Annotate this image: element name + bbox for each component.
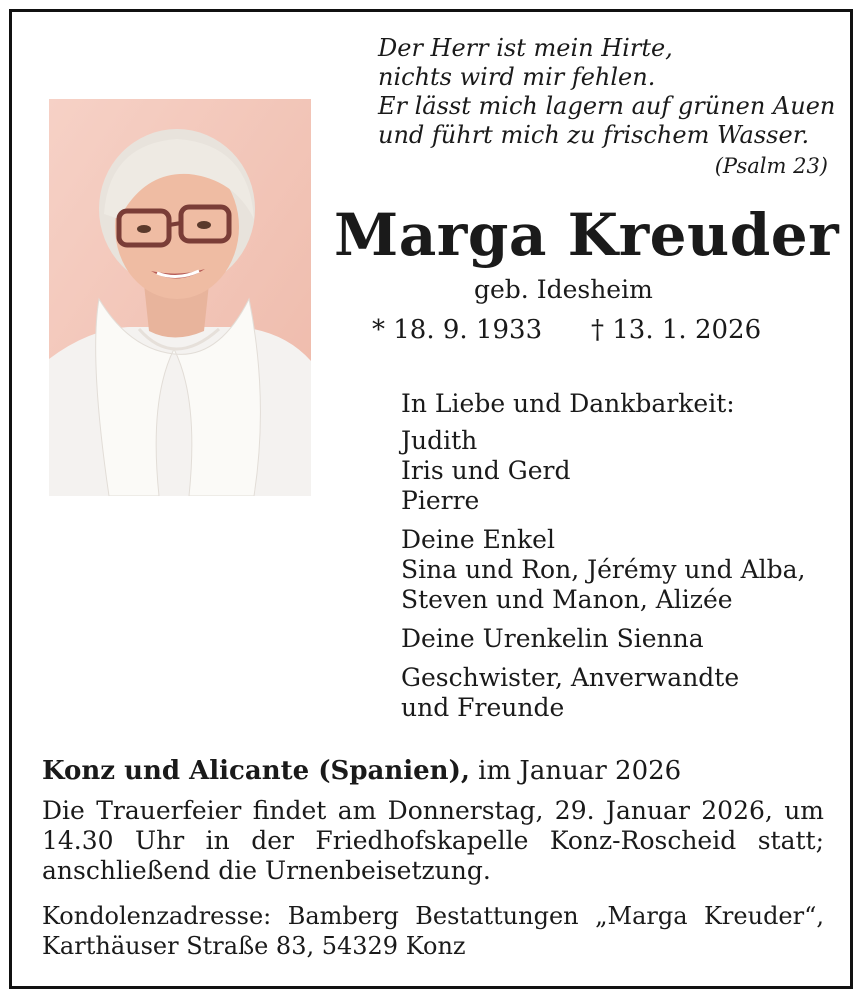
place-names: Konz und Alicante (Spanien), bbox=[42, 756, 470, 786]
mourner-group bbox=[401, 525, 806, 615]
mourner-line: Judith bbox=[401, 426, 478, 455]
mourner-line: Sina und Ron, Jérémy und Alba, bbox=[401, 555, 806, 584]
mourner-group bbox=[401, 426, 806, 516]
birth-date: * 18. 9. 1933 bbox=[372, 315, 543, 345]
psalm-line: und führt mich zu frischem Wasser. bbox=[378, 121, 810, 149]
place-and-date bbox=[42, 756, 681, 786]
psalm-quote bbox=[378, 34, 836, 181]
psalm-reference: (Psalm 23) bbox=[714, 154, 828, 178]
mourner-line: Iris und Gerd bbox=[401, 456, 571, 485]
mourner-line: Deine Enkel bbox=[401, 525, 555, 554]
mourner-line: Geschwister, Anverwandte bbox=[401, 663, 740, 692]
psalm-line: Er lässt mich lagern auf grünen Auen bbox=[378, 92, 836, 120]
mourner-group bbox=[401, 663, 806, 723]
psalm-line: nichts wird mir fehlen. bbox=[378, 63, 656, 91]
mourner-line: Deine Urenkelin Sienna bbox=[401, 624, 704, 653]
mourners-intro: In Liebe und Dankbarkeit: bbox=[401, 389, 735, 418]
mourner-group bbox=[401, 624, 806, 654]
condolence-address: Kondolenzadresse: Bamberg Bestattungen „Marga Kreuder“, Karthäuser Straße 83, 54329 Konz bbox=[42, 902, 824, 960]
portrait-photo bbox=[49, 99, 311, 496]
mourners-list bbox=[401, 389, 806, 732]
ceremony-info: Die Trauerfeier findet am Donnerstag, 29. Januar 2026, um 14.30 Uhr in der Friedhofskapelle Konz-Roscheid statt; anschließend die Urnenbeisetzung. bbox=[42, 796, 824, 885]
deceased-name: Marga Kreuder bbox=[334, 201, 840, 269]
maiden-name: geb. Idesheim bbox=[474, 275, 653, 304]
mourner-line: und Freunde bbox=[401, 693, 565, 722]
psalm-line: Der Herr ist mein Hirte, bbox=[378, 34, 673, 62]
notice-date: im Januar 2026 bbox=[469, 756, 682, 786]
death-date: † 13. 1. 2026 bbox=[591, 315, 762, 345]
mourner-line: Pierre bbox=[401, 486, 480, 515]
mourner-line: Steven und Manon, Alizée bbox=[401, 585, 733, 614]
